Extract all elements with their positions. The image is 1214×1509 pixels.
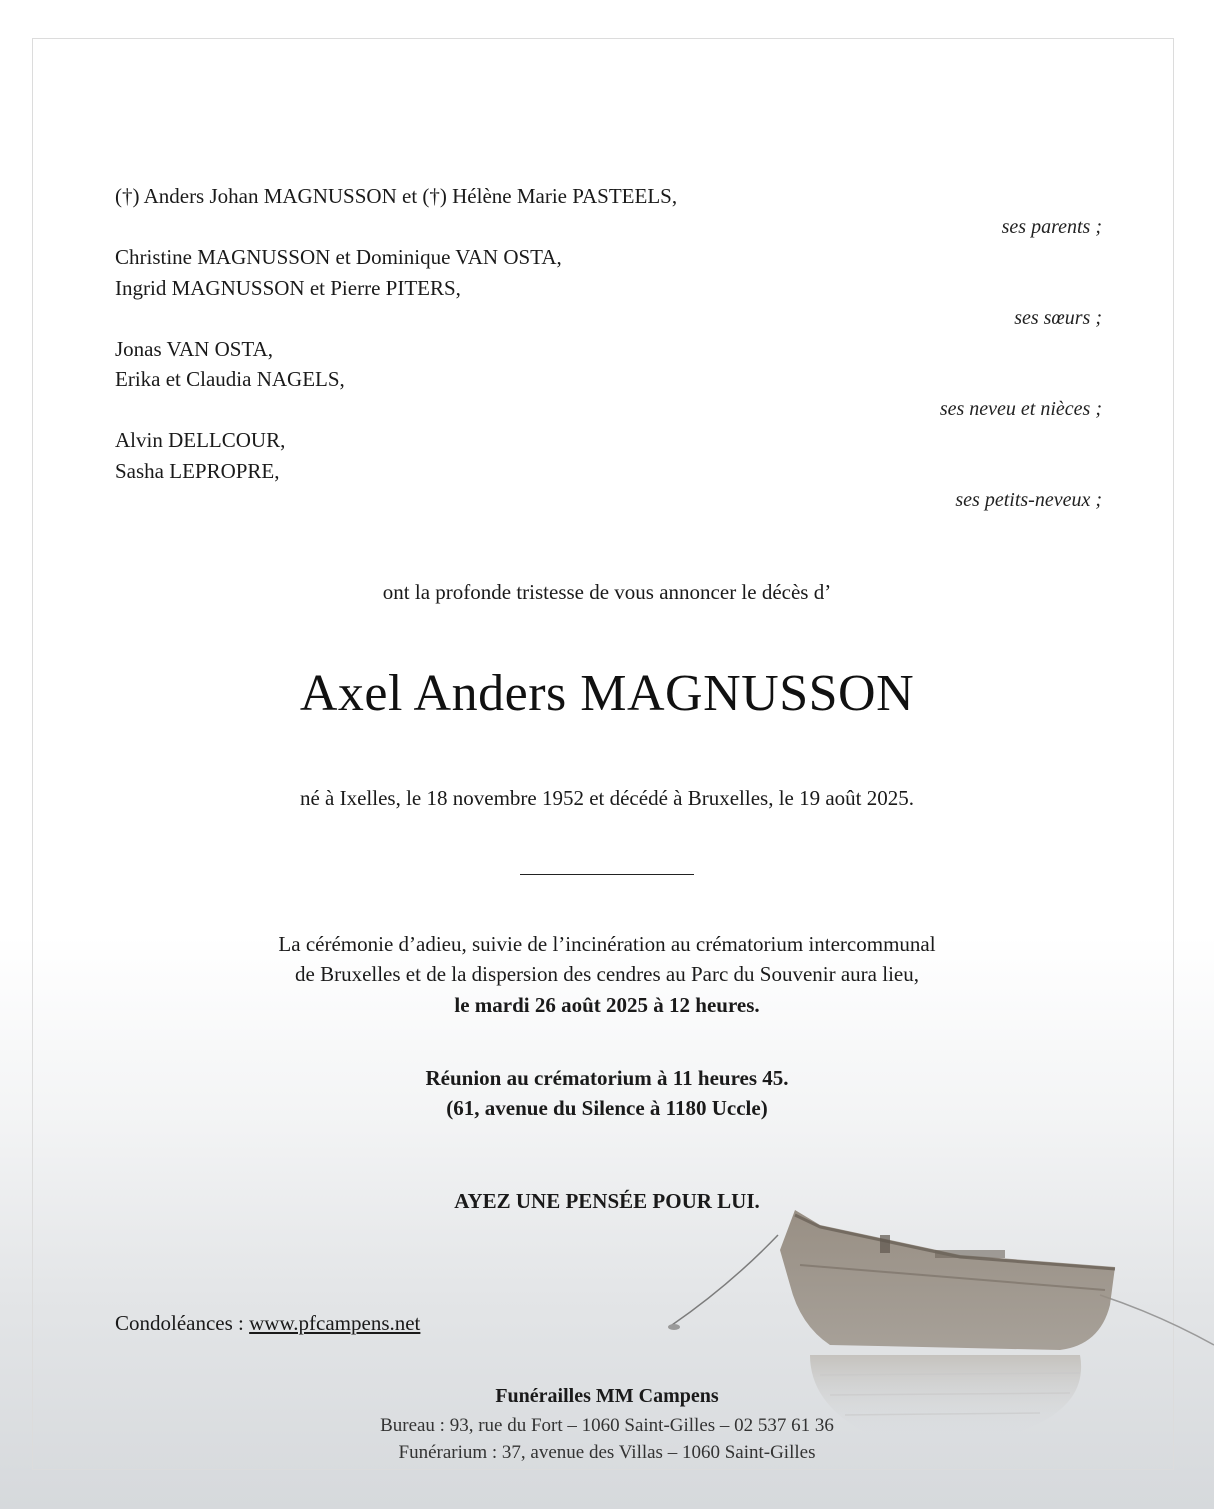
grandnephews-role: ses petits-neveux ;: [955, 489, 1102, 511]
funeral-home-funerarium: Funérarium : 37, avenue des Villas – 1060 Saint-Gilles: [398, 1442, 816, 1463]
birth-death-dates: né à Ixelles, le 18 novembre 1952 et décédé à Bruxelles, le 19 août 2025.: [299, 786, 915, 810]
separator-line: [520, 874, 694, 875]
nephews-role: ses neveu et nièces ;: [939, 398, 1102, 420]
funeral-home-name: Funérailles MM Campens: [495, 1385, 719, 1407]
deceased-name: Axel Anders MAGNUSSON: [299, 665, 915, 722]
grandnephew-name-2: Sasha LEPROPRE,: [115, 459, 280, 483]
nephew-name: Jonas VAN OSTA,: [115, 337, 273, 361]
sister-couple-1: Christine MAGNUSSON et Dominique VAN OSTA,: [115, 245, 562, 269]
ceremony-line-2: de Bruxelles et de la dispersion des cendres au Parc du Souvenir aura lieu,: [295, 962, 919, 986]
sister-couple-2: Ingrid MAGNUSSON et Pierre PITERS,: [115, 276, 461, 300]
grandnephew-name-1: Alvin DELLCOUR,: [115, 428, 286, 452]
sisters-role: ses sœurs ;: [1014, 307, 1102, 329]
meeting-time: Réunion au crématorium à 11 heures 45.: [425, 1066, 789, 1090]
condolences-line: [115, 1311, 420, 1336]
ceremony-line-1: La cérémonie d’adieu, suivie de l’incinération au crématorium intercommunal: [278, 932, 936, 956]
meeting-address: (61, avenue du Silence à 1180 Uccle): [446, 1096, 768, 1120]
parents-role: ses parents ;: [1001, 216, 1102, 238]
parents-names: (†) Anders Johan MAGNUSSON et (†) Hélène Marie PASTEELS,: [115, 184, 678, 208]
ceremony-datetime: le mardi 26 août 2025 à 12 heures.: [454, 993, 760, 1017]
condolences-link[interactable]: www.pfcampens.net: [249, 1311, 421, 1335]
nieces-names: Erika et Claudia NAGELS,: [115, 367, 345, 391]
announcement-intro: ont la profonde tristesse de vous annoncer le décès d’: [382, 580, 832, 604]
condolences-label: Condoléances :: [115, 1311, 250, 1335]
closing-message: AYEZ UNE PENSÉE POUR LUI.: [454, 1189, 760, 1213]
funeral-home-office: Bureau : 93, rue du Fort – 1060 Saint-Gilles – 02 537 61 36: [380, 1415, 834, 1436]
